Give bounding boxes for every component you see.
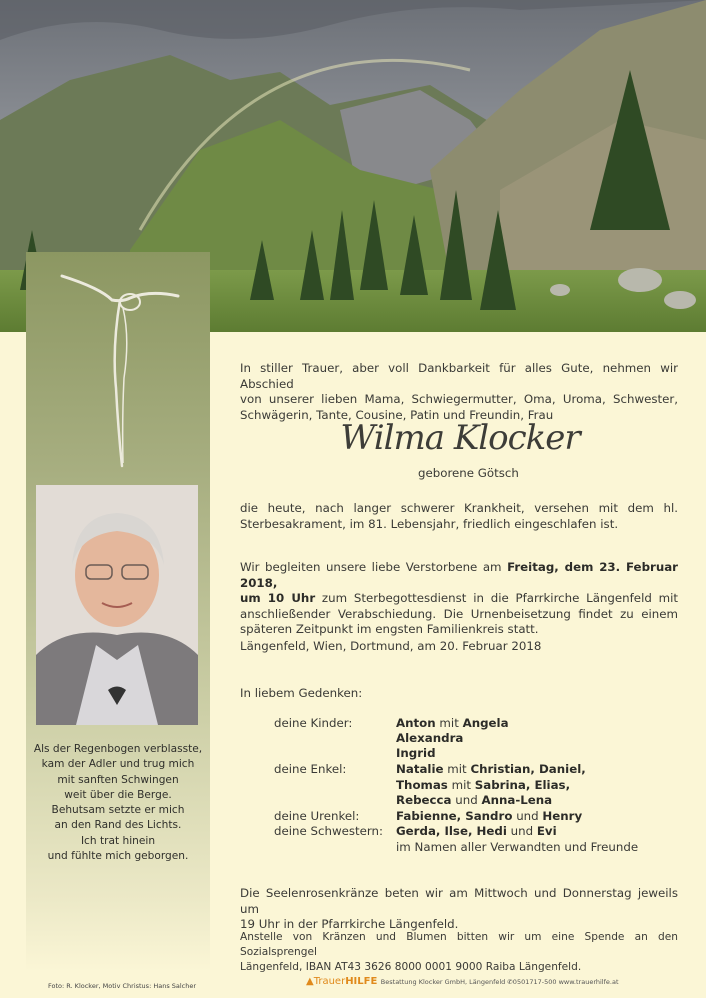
funeral-line: späteren Zeitpunkt im engsten Familienkreis statt.	[240, 622, 539, 637]
funeral-time: um 10 Uhr	[240, 591, 316, 606]
deceased-name: Wilma Klocker	[340, 418, 580, 458]
funeral-line: Wir begleiten unsere liebe Verstorbene am Freitag, dem 23. Februar 2018,	[240, 560, 679, 590]
poem-line: mit sanften Schwingen	[57, 773, 179, 786]
grandchildren-line: Thomas mit Sabrina, Elias,	[396, 778, 571, 792]
donation-paragraph	[240, 930, 678, 975]
funeral-paragraph	[240, 560, 678, 638]
logo-icon: ▲	[306, 976, 314, 987]
grandchildren-line: Rebecca und Anna-Lena	[396, 793, 553, 807]
poem-line: Behutsam setzte er mich	[51, 804, 185, 817]
rosary-line: Die Seelenrosenkränze beten wir am Mittwoch und Donnerstag jeweils um	[240, 886, 678, 916]
intro-line: von unserer lieben Mama, Schwiegermutter, Oma, Uroma, Schwester,	[240, 392, 678, 407]
children-line: Ingrid	[396, 746, 436, 760]
great-grandchildren-line: Fabienne, Sandro und Henry	[396, 809, 583, 823]
poem-line: und fühlte mich geborgen.	[47, 850, 189, 863]
all-relatives: im Namen aller Verwandten und Freunde	[396, 840, 639, 854]
grandchildren-label: deine Enkel:	[274, 762, 347, 776]
poem-line: Als der Regenbogen verblasste,	[33, 743, 203, 755]
donation-line: Längenfeld, IBAN AT43 3626 8000 0001 9000 Raiba Längenfeld.	[240, 961, 582, 973]
rosary-paragraph	[240, 886, 678, 933]
intro-line: Schwägerin, Tante, Cousine, Patin und Freundin, Frau	[240, 407, 554, 422]
poem-line: an den Rand des Lichts.	[54, 819, 182, 832]
children-line: Anton mit Angela	[396, 716, 509, 730]
poem-line: kam der Adler und trug mich	[41, 758, 195, 771]
birth-name: geborene Götsch	[418, 466, 519, 480]
place-date: Längenfeld, Wien, Dortmund, am 20. Februar 2018	[240, 639, 542, 653]
siblings-line: Gerda, Ilse, Hedi und Evi	[396, 824, 557, 838]
death-line: die heute, nach langer schwerer Krankheit, versehen mit dem hl.	[240, 501, 678, 515]
footer-imprint	[306, 976, 619, 987]
funeral-line: anschließender Verabschiedung. Die Urnenbeisetzung findet zu einem	[240, 606, 678, 621]
memory-heading: In liebem Gedenken:	[240, 686, 363, 700]
death-paragraph	[240, 501, 678, 532]
rosary-line: 19 Uhr in der Pfarrkirche Längenfeld.	[240, 917, 459, 932]
photo-credit: Foto: R. Klocker, Motiv Christus: Hans Salcher	[48, 982, 197, 990]
funeral-line: um 10 Uhr zum Sterbegottesdienst in die Pfarrkirche Längenfeld mit	[240, 591, 678, 606]
funeral-date: Freitag, dem 23. Februar 2018,	[240, 560, 679, 590]
trauerhilfe-logo: ▲TrauerHILFE	[306, 976, 378, 987]
poem	[26, 742, 210, 864]
siblings-label: deine Schwestern:	[274, 824, 383, 838]
death-line: Sterbesakrament, im 81. Lebensjahr, friedlich eingeschlafen ist.	[240, 516, 619, 531]
poem-line: weit über die Berge.	[64, 788, 172, 801]
children-line: Alexandra	[396, 731, 464, 745]
children-label: deine Kinder:	[274, 716, 353, 730]
donation-line: Anstelle von Kränzen und Blumen bitten wir um eine Spende an den Sozialsprengel	[240, 931, 678, 958]
great-grandchildren-label: deine Urenkel:	[274, 809, 360, 823]
christ-motif	[60, 268, 180, 468]
imprint-text: Bestattung Klocker GmbH, Längenfeld ✆0501717-500 www.trauerhilfe.at	[380, 978, 619, 986]
poem-line: Ich trat hinein	[80, 834, 156, 847]
grandchildren-line: Natalie mit Christian, Daniel,	[396, 762, 586, 776]
intro-paragraph	[240, 361, 678, 423]
intro-line: In stiller Trauer, aber voll Dankbarkeit für alles Gute, nehmen wir Abschied	[240, 361, 678, 391]
portrait-photo	[36, 485, 198, 725]
